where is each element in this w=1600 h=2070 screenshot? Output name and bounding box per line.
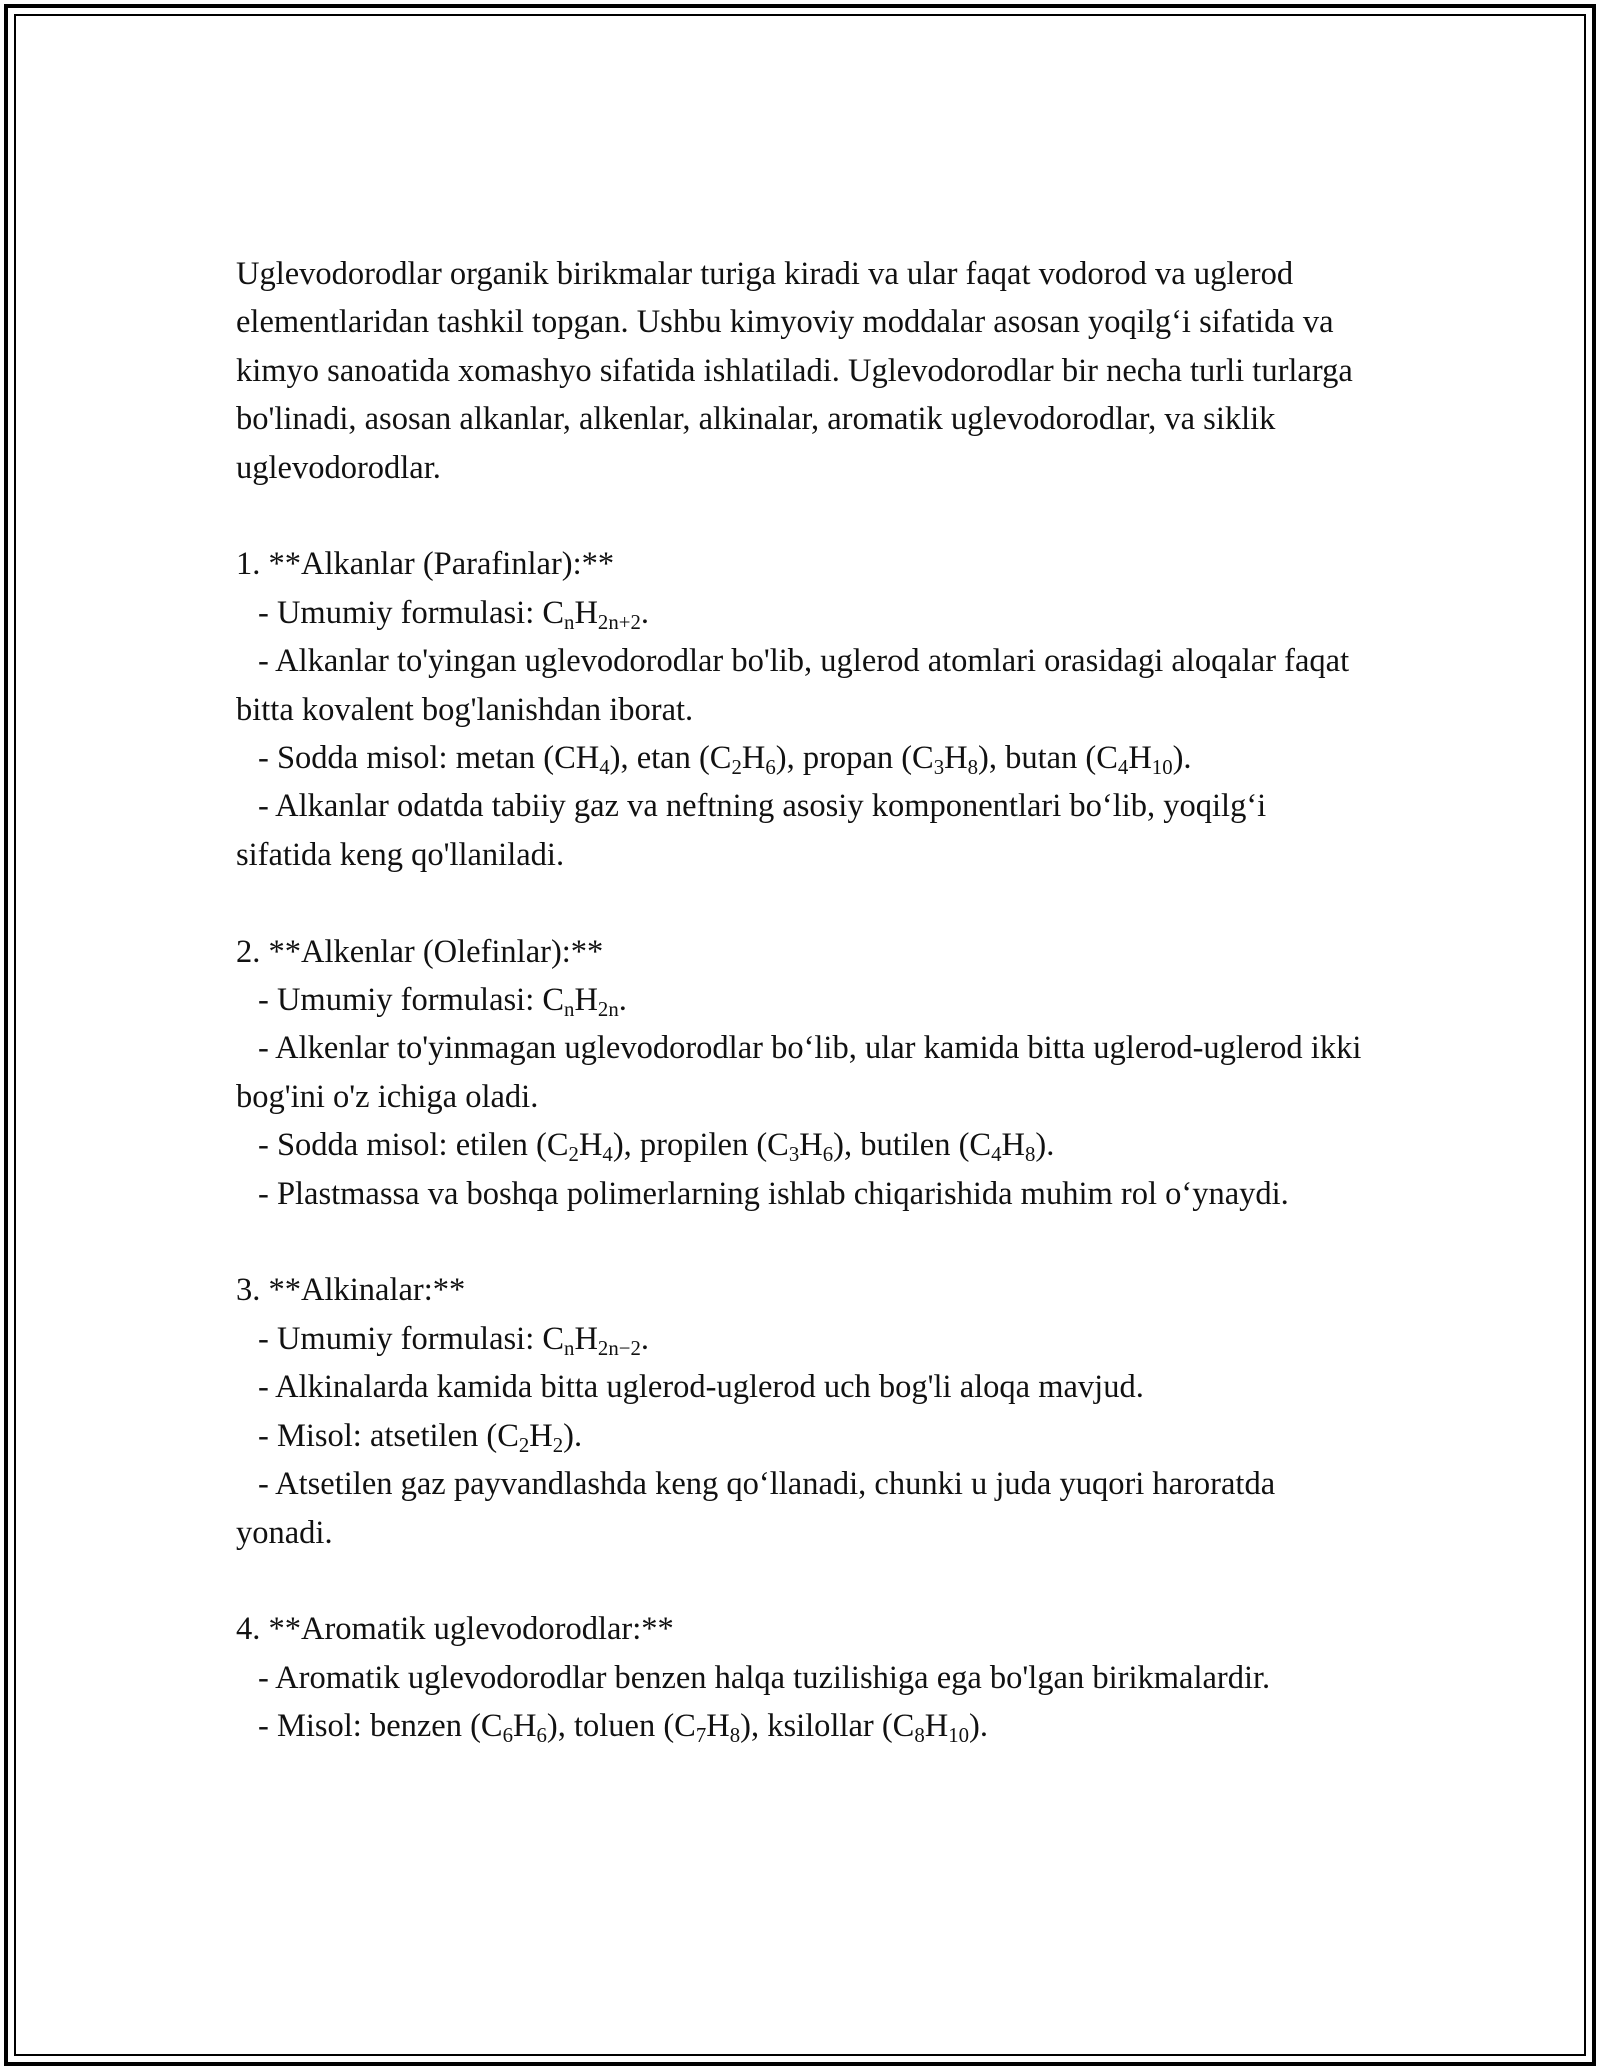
section-3-formula: - Umumiy formulasi: $C_nH_{2n-2}$. [258,1320,649,1360]
section-2-note: - Plastmassa va boshqa polimerlarning ishlab chiqarishida muhim rol o‘ynaydi. [258,1175,1289,1212]
section-3-heading: 3. **Alkinalar:** [236,1272,466,1309]
intro-paragraph: Uglevodorodlar organik birikmalar turiga kiradi va ular faqat vodorod va uglerod elementlaridan tashkil topgan. Ushbu kimyoviy moddalar asosan yoqilg‘i sifatida va kimyo sanoatida xomashyo sifatida ishlatiladi. Uglevodorodlar bir necha turli turlarga bo'linadi, asosan alkanlar, alkenlar, alkinalar, aromatik uglevodorodlar, va siklik uglevodorodlar. [236,256,1353,486]
section-2-formula: - Umumiy formulasi: $C_nH_{2n}$. [258,982,627,1021]
spacer [236,1218,1366,1266]
section-2-examples: - Sodda misol: etilen $(C_2H_4)$, propilen $(C_3H_6)$, butilen $(C_4H_8)$. [258,1127,1055,1167]
document-body [236,250,1366,1751]
section-1-description: - Alkanlar to'yingan uglevodorodlar bo'lib, uglerod atomlari orasidagi aloqalar faqat bitta kovalent bog'lanishdan iborat. [236,643,1350,728]
spacer [236,492,1366,540]
section-4-examples: - Misol: benzen $(C_6H_6)$, toluen $(C_7H_8)$, ksilollar $(C_8H_{10})$. [258,1708,988,1747]
section-4-heading: 4. **Aromatik uglevodorodlar:** [236,1611,674,1648]
section-1-examples: - Sodda misol: metan $(CH_4)$, etan $(C_2H_6)$, propan $(C_3H_8)$, butan $(C_4H_{10})$. [258,740,1192,779]
section-3-description: - Alkinalarda kamida bitta uglerod-uglerod uch bog'li aloqa mavjud. [258,1369,1144,1406]
section-4-description: - Aromatik uglevodorodlar benzen halqa tuzilishiga ega bo'lgan birikmalardir. [258,1659,1271,1696]
section-1-heading: 1. **Alkanlar (Parafinlar):** [236,546,615,583]
section-1-note: - Alkanlar odatda tabiiy gaz va neftning asosiy komponentlari bo‘lib, yoqilg‘i sifatida keng qo'llaniladi. [236,788,1267,873]
section-2-description: - Alkenlar to'yinmagan uglevodorodlar bo‘lib, ular kamida bitta uglerod-uglerod ikki bog'ini o'z ichiga oladi. [236,1030,1362,1115]
section-2-heading: 2. **Alkenlar (Olefinlar):** [236,933,604,970]
section-3-examples: - Misol: atsetilen $(C_2H_2)$. [258,1417,583,1457]
spacer [236,1557,1366,1605]
section-1-formula: - Umumiy formulasi: $C_nH_{2n+2}$. [258,594,649,634]
spacer [236,879,1366,927]
section-3-note: - Atsetilen gaz payvandlashda keng qo‘llanadi, chunki u juda yuqori haroratda yonadi. [236,1466,1276,1551]
